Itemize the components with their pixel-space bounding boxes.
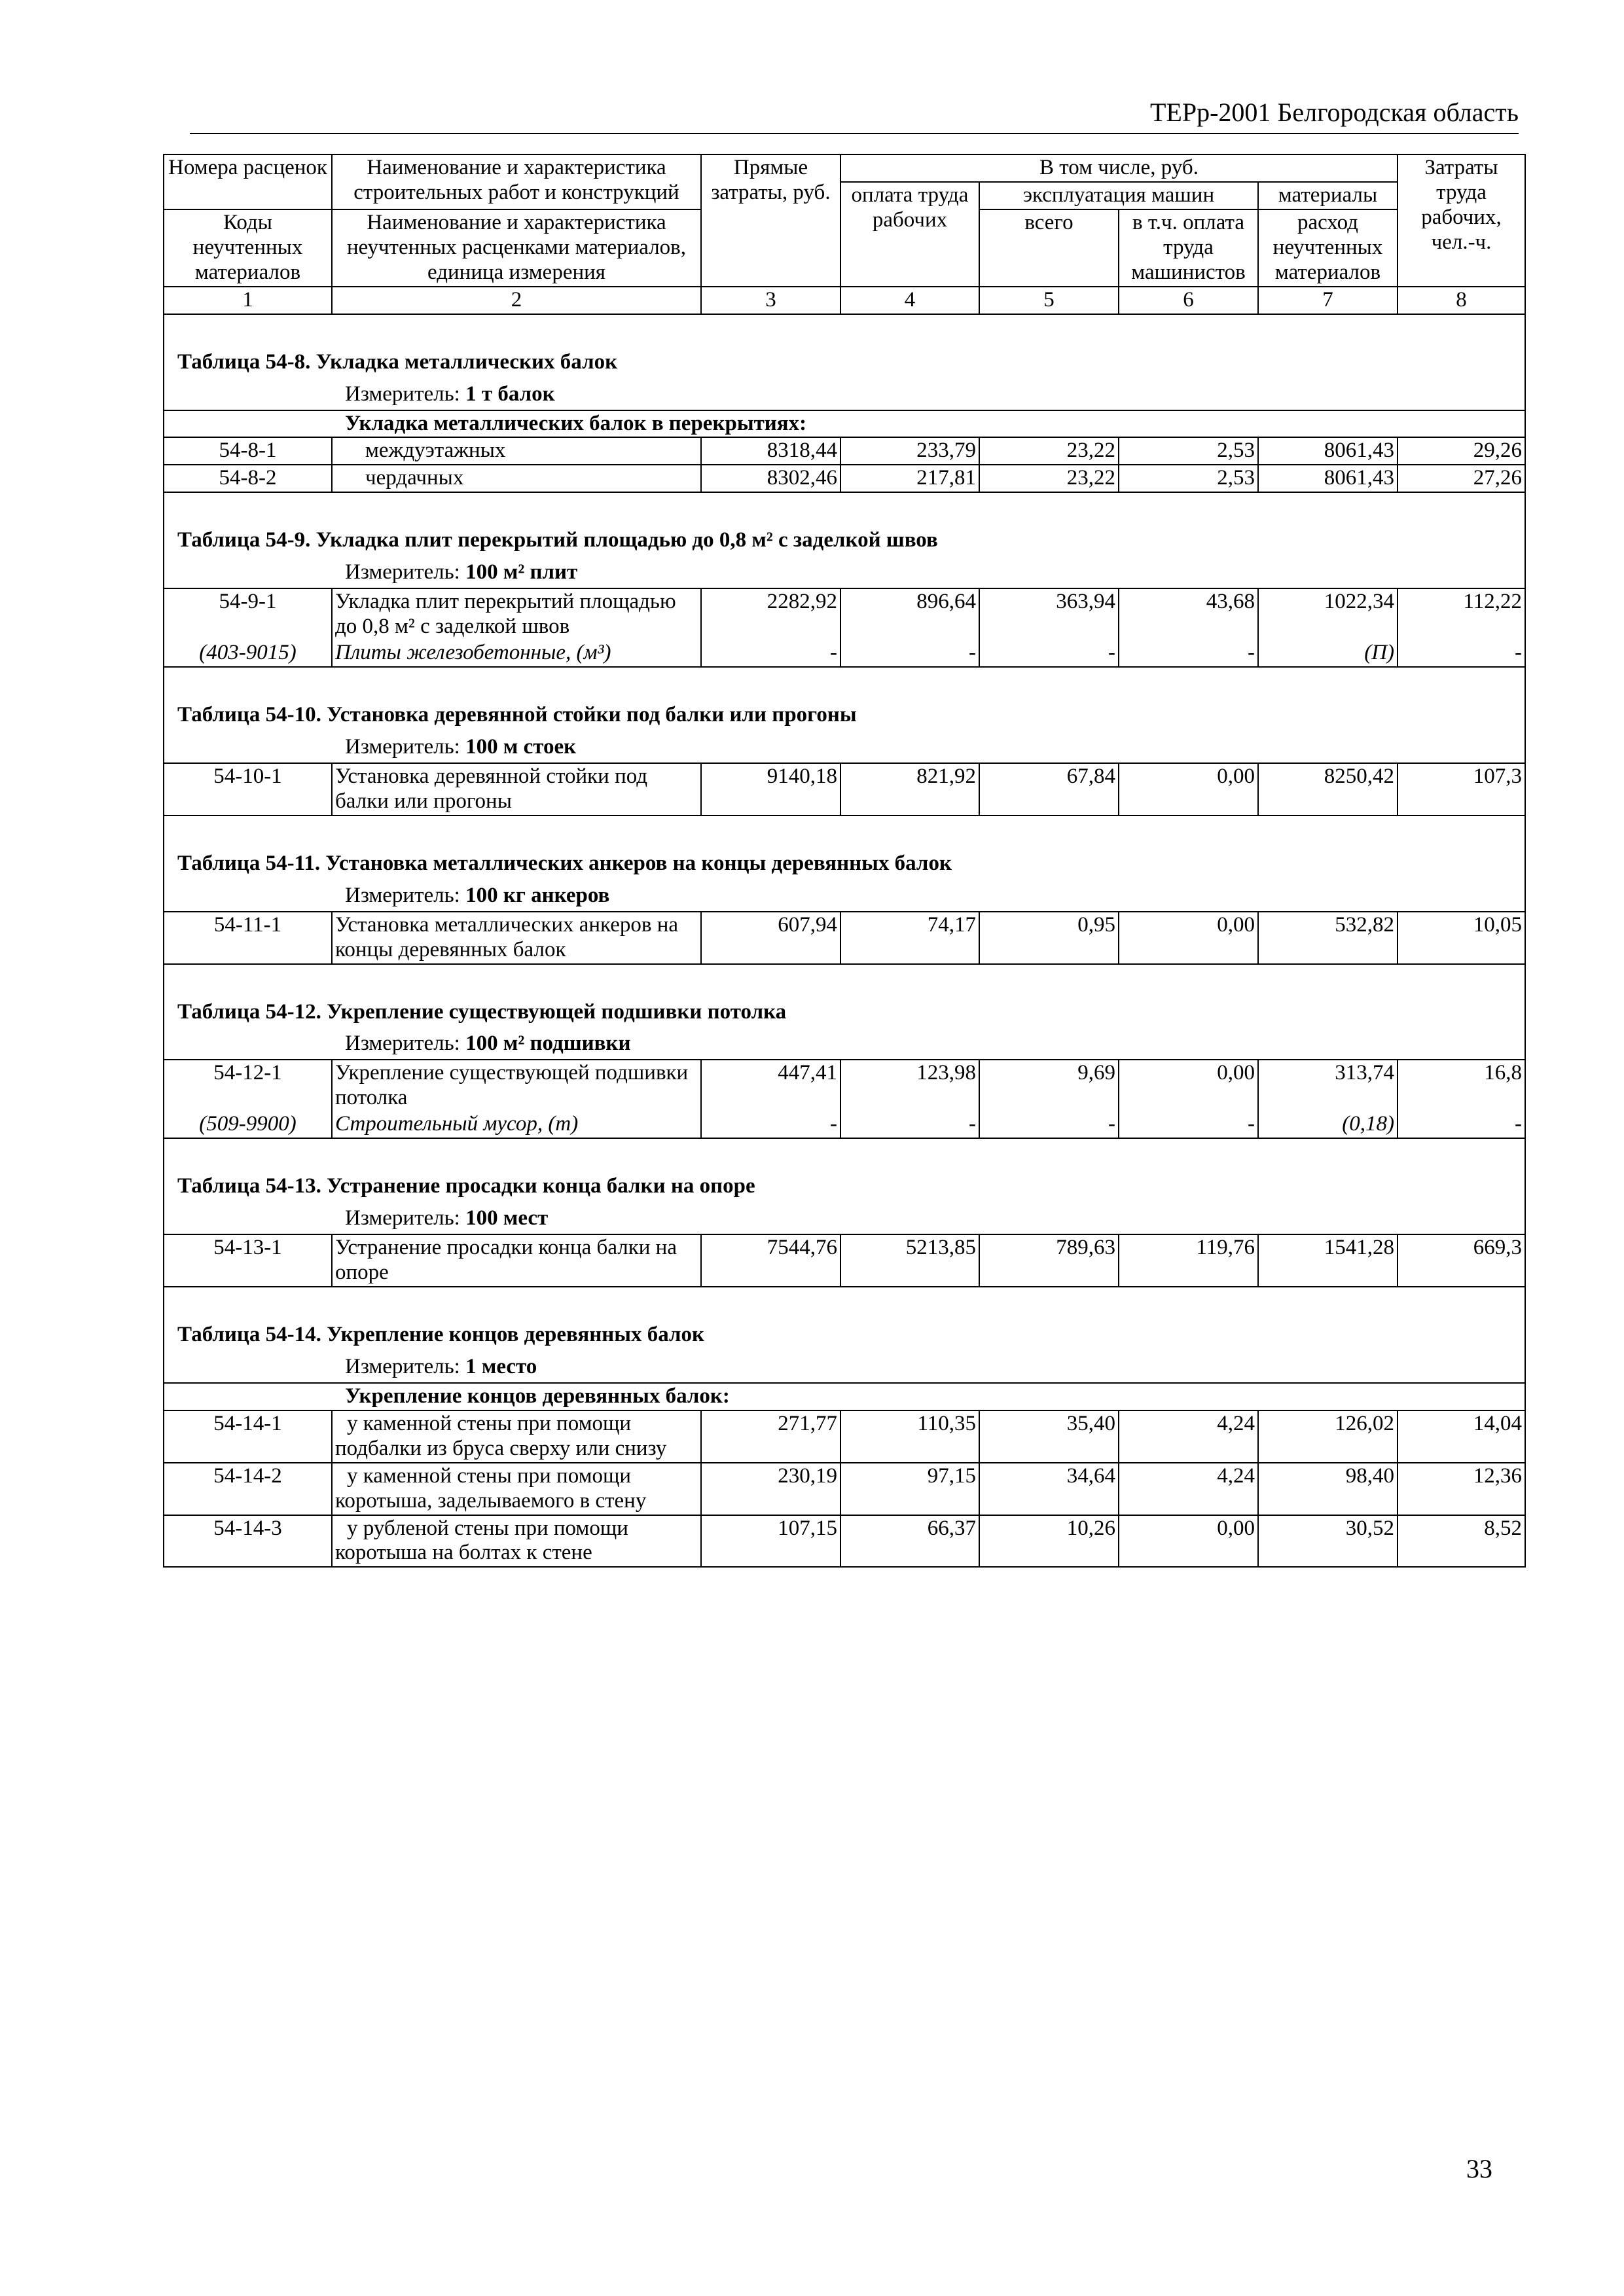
labor-pay: 97,15	[840, 1463, 979, 1515]
rate-row	[164, 1234, 1525, 1287]
labor-hours: -	[1398, 1111, 1525, 1138]
labor-hours: 669,3	[1398, 1234, 1525, 1287]
measure-unit: 100 кг анкеров	[465, 883, 610, 907]
section-title-row	[164, 492, 1525, 560]
machines-total: 10,26	[979, 1515, 1119, 1568]
section-title-row	[164, 1287, 1525, 1354]
rate-row	[164, 1410, 1525, 1463]
measure-cell	[164, 734, 1525, 763]
page-number: 33	[1466, 2154, 1492, 2183]
header-col1-top: Номера расценок	[164, 154, 332, 209]
measure-cell	[164, 1354, 1525, 1383]
labor-hours: 16,8	[1398, 1060, 1525, 1111]
machines-total: 67,84	[979, 763, 1119, 816]
machinists-pay: 4,24	[1119, 1410, 1258, 1463]
rate-row	[164, 763, 1525, 816]
rate-name: у каменной стены при помощи коротыша, заделываемого в стену	[332, 1463, 701, 1515]
labor-pay: 217,81	[840, 465, 979, 492]
section-title: Таблица 54-9. Укладка плит перекрытий площадью до 0,8 м² с заделкой швов	[164, 492, 1525, 560]
materials-cost: 8061,43	[1258, 437, 1398, 465]
labor-hours: 29,26	[1398, 437, 1525, 465]
machinists-pay: 0,00	[1119, 1060, 1258, 1111]
header-col5: всего	[979, 209, 1119, 287]
labor-pay: 233,79	[840, 437, 979, 465]
materials-cost: 30,52	[1258, 1515, 1398, 1568]
header-col1-bottom: Коды неучтенных материалов	[164, 209, 332, 287]
machinists-pay: 0,00	[1119, 763, 1258, 816]
rate-code: 54-10-1	[164, 763, 332, 816]
labor-hours: 107,3	[1398, 763, 1525, 816]
material-code: (403-9015)	[164, 640, 332, 667]
direct-cost: 271,77	[701, 1410, 840, 1463]
measure-unit: 1 т балок	[465, 382, 555, 406]
measure-cell	[164, 1206, 1525, 1234]
direct-cost: 107,15	[701, 1515, 840, 1568]
machinists-pay: 43,68	[1119, 588, 1258, 640]
subheader: Укрепление концов деревянных балок:	[164, 1383, 1525, 1410]
machines-total: 35,40	[979, 1410, 1119, 1463]
rate-name: чердачных	[332, 465, 701, 492]
rate-row	[164, 437, 1525, 465]
materials-cost: 8250,42	[1258, 763, 1398, 816]
material-row	[164, 1111, 1525, 1138]
direct-cost: 447,41	[701, 1060, 840, 1111]
materials-cost: 98,40	[1258, 1463, 1398, 1515]
section-title: Таблица 54-14. Укрепление концов деревянных балок	[164, 1287, 1525, 1354]
measure-row	[164, 1206, 1525, 1234]
section-title-row	[164, 816, 1525, 883]
rate-name: Укладка плит перекрытий площадью до 0,8 м² с заделкой швов	[332, 588, 701, 640]
rate-code: 54-8-2	[164, 465, 332, 492]
rate-code: 54-12-1	[164, 1060, 332, 1111]
section-title-row	[164, 667, 1525, 734]
direct-cost: 9140,18	[701, 763, 840, 816]
labor-pay: 110,35	[840, 1410, 979, 1463]
materials-cost: (П)	[1258, 640, 1398, 667]
measure-prefix: Измеритель:	[345, 1031, 460, 1056]
subheader-row	[164, 1383, 1525, 1410]
materials-cost: 1541,28	[1258, 1234, 1398, 1287]
material-row	[164, 640, 1525, 667]
machinists-pay: 4,24	[1119, 1463, 1258, 1515]
measure-cell	[164, 883, 1525, 912]
direct-cost: 230,19	[701, 1463, 840, 1515]
measure-prefix: Измеритель:	[345, 1354, 460, 1378]
header-materials-label: материалы	[1258, 182, 1398, 209]
direct-cost: 7544,76	[701, 1234, 840, 1287]
machinists-pay: 2,53	[1119, 465, 1258, 492]
machines-total: 23,22	[979, 437, 1119, 465]
labor-hours: -	[1398, 640, 1525, 667]
rate-code: 54-8-1	[164, 437, 332, 465]
labor-hours: 10,05	[1398, 912, 1525, 964]
col-number-4: 4	[840, 287, 979, 314]
machines-total: 789,63	[979, 1234, 1119, 1287]
section-title: Таблица 54-11. Установка металлических анкеров на концы деревянных балок	[164, 816, 1525, 883]
direct-cost: 607,94	[701, 912, 840, 964]
labor-pay: 123,98	[840, 1060, 979, 1111]
labor-hours: 27,26	[1398, 465, 1525, 492]
rate-row	[164, 912, 1525, 964]
rate-row	[164, 1463, 1525, 1515]
measure-prefix: Измеритель:	[345, 560, 460, 584]
col-number-7: 7	[1258, 287, 1398, 314]
materials-cost: 1022,34	[1258, 588, 1398, 640]
labor-pay: 5213,85	[840, 1234, 979, 1287]
labor-pay: 74,17	[840, 912, 979, 964]
material-name: Плиты железобетонные, (м³)	[332, 640, 701, 667]
direct-cost: 2282,92	[701, 588, 840, 640]
labor-pay: -	[840, 640, 979, 667]
header-group-label: В том числе, руб.	[840, 154, 1398, 182]
rate-row	[164, 465, 1525, 492]
materials-cost: 313,74	[1258, 1060, 1398, 1111]
measure-cell	[164, 560, 1525, 588]
machinists-pay: 119,76	[1119, 1234, 1258, 1287]
labor-hours: 14,04	[1398, 1410, 1525, 1463]
machines-total: 9,69	[979, 1060, 1119, 1111]
machines-total: 0,95	[979, 912, 1119, 964]
measure-prefix: Измеритель:	[345, 382, 460, 406]
measure-unit: 1 место	[465, 1354, 537, 1378]
materials-cost: 8061,43	[1258, 465, 1398, 492]
rates-table	[163, 154, 1526, 1568]
rate-code: 54-13-1	[164, 1234, 332, 1287]
col-number-2: 2	[332, 287, 701, 314]
materials-cost: 126,02	[1258, 1410, 1398, 1463]
running-header: ТЕРр-2001 Белгородская область	[190, 97, 1519, 134]
rate-row	[164, 1060, 1525, 1111]
section-title: Таблица 54-13. Устранение просадки конца балки на опоре	[164, 1138, 1525, 1206]
materials-cost: 532,82	[1258, 912, 1398, 964]
measure-unit: 100 м² плит	[465, 560, 578, 584]
materials-cost: (0,18)	[1258, 1111, 1398, 1138]
measure-unit: 100 мест	[465, 1206, 549, 1230]
direct-cost: -	[701, 1111, 840, 1138]
measure-row	[164, 1031, 1525, 1060]
machinists-pay: -	[1119, 1111, 1258, 1138]
measure-row	[164, 1354, 1525, 1383]
measure-unit: 100 м стоек	[465, 734, 577, 759]
labor-pay: 66,37	[840, 1515, 979, 1568]
rate-code: 54-9-1	[164, 588, 332, 640]
col-number-1: 1	[164, 287, 332, 314]
subheader: Укладка металлических балок в перекрытиях:	[164, 410, 1525, 438]
rate-name: междуэтажных	[332, 437, 701, 465]
subheader-row	[164, 410, 1525, 438]
labor-pay: 896,64	[840, 588, 979, 640]
rate-name: Установка деревянной стойки под балки или прогоны	[332, 763, 701, 816]
header-col7: расход неучтенных материалов	[1258, 209, 1398, 287]
rate-code: 54-14-2	[164, 1463, 332, 1515]
rate-name: у каменной стены при помощи подбалки из бруса сверху или снизу	[332, 1410, 701, 1463]
machines-total: 34,64	[979, 1463, 1119, 1515]
direct-cost: -	[701, 640, 840, 667]
header-col2-top: Наименование и характеристика строительных работ и конструкций	[332, 154, 701, 209]
machines-total: 23,22	[979, 465, 1119, 492]
labor-hours: 12,36	[1398, 1463, 1525, 1515]
measure-unit: 100 м² подшивки	[465, 1031, 631, 1056]
section-title: Таблица 54-10. Установка деревянной стойки под балки или прогоны	[164, 667, 1525, 734]
column-numbers-row	[164, 287, 1525, 314]
machines-total: 363,94	[979, 588, 1119, 640]
col-number-6: 6	[1119, 287, 1258, 314]
material-code: (509-9900)	[164, 1111, 332, 1138]
machinists-pay: 0,00	[1119, 912, 1258, 964]
material-name: Строительный мусор, (т)	[332, 1111, 701, 1138]
header-row-1	[164, 154, 1525, 182]
labor-pay: -	[840, 1111, 979, 1138]
measure-cell	[164, 1031, 1525, 1060]
section-title-row	[164, 964, 1525, 1031]
col-number-5: 5	[979, 287, 1119, 314]
measure-prefix: Измеритель:	[345, 734, 460, 759]
header-machines-label: эксплуатация машин	[979, 182, 1258, 209]
measure-prefix: Измеритель:	[345, 883, 460, 907]
section-title-row	[164, 1138, 1525, 1206]
measure-cell	[164, 382, 1525, 410]
rate-row	[164, 588, 1525, 640]
header-col6: в т.ч. оплата труда машинистов	[1119, 209, 1258, 287]
direct-cost: 8318,44	[701, 437, 840, 465]
machinists-pay: -	[1119, 640, 1258, 667]
header-col8: Затраты труда рабочих, чел.-ч.	[1398, 154, 1525, 287]
rate-code: 54-14-1	[164, 1410, 332, 1463]
section-title-row	[164, 314, 1525, 382]
rate-name: Устранение просадки конца балки на опоре	[332, 1234, 701, 1287]
rate-name: Установка металлических анкеров на концы деревянных балок	[332, 912, 701, 964]
header-col4: оплата труда рабочих	[840, 182, 979, 287]
measure-row	[164, 734, 1525, 763]
rate-name: Укрепление существующей подшивки потолка	[332, 1060, 701, 1111]
section-title: Таблица 54-8. Укладка металлических балок	[164, 314, 1525, 382]
col-number-8: 8	[1398, 287, 1525, 314]
rate-code: 54-14-3	[164, 1515, 332, 1568]
labor-hours: 8,52	[1398, 1515, 1525, 1568]
machinists-pay: 2,53	[1119, 437, 1258, 465]
direct-cost: 8302,46	[701, 465, 840, 492]
machines-total: -	[979, 1111, 1119, 1138]
labor-pay: 821,92	[840, 763, 979, 816]
rate-code: 54-11-1	[164, 912, 332, 964]
header-col3: Прямые затраты, руб.	[701, 154, 840, 287]
measure-prefix: Измеритель:	[345, 1206, 460, 1230]
labor-hours: 112,22	[1398, 588, 1525, 640]
measure-row	[164, 883, 1525, 912]
header-col2-bottom: Наименование и характеристика неучтенных расценками материалов, единица измерения	[332, 209, 701, 287]
section-title: Таблица 54-12. Укрепление существующей подшивки потолка	[164, 964, 1525, 1031]
measure-row	[164, 382, 1525, 410]
rate-name: у рубленой стены при помощи коротыша на болтах к стене	[332, 1515, 701, 1568]
machinists-pay: 0,00	[1119, 1515, 1258, 1568]
rate-row	[164, 1515, 1525, 1568]
col-number-3: 3	[701, 287, 840, 314]
machines-total: -	[979, 640, 1119, 667]
measure-row	[164, 560, 1525, 588]
